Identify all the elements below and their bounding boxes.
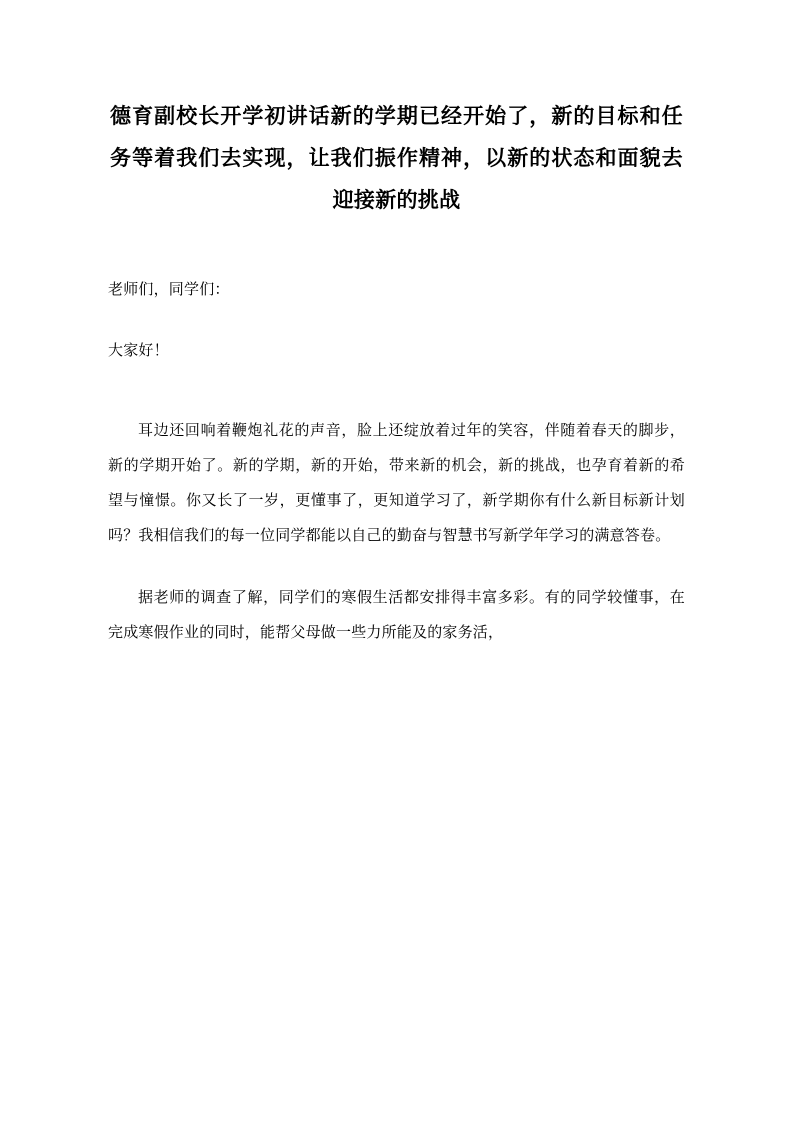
body-paragraph-1: 耳边还回响着鞭炮礼花的声音，脸上还绽放着过年的笑容，伴随着春天的脚步，新的学期开始了。新的学期，新的开始，带来新的机会，新的挑战，也孕育着新的希望与憧憬。你又长了一岁，更懂事了，更知道学习了，新学期你有什么新目标新计划吗？我相信我们的每一位同学都能以自己的勤奋与智慧书写新学年学习的满意答卷。 — [108, 421, 685, 545]
page-title: 德育副校长开学初讲话新的学期已经开始了，新的目标和任务等着我们去实现，让我们振作精神，以新的状态和面貌去迎接新的挑战 — [110, 105, 683, 212]
title-body-spacer — [108, 228, 685, 272]
greeting-line: 大家好！ — [108, 342, 169, 360]
greeting-spacer — [108, 369, 685, 413]
paragraph-gap-1 — [108, 554, 685, 580]
salutation-line: 老师们，同学们： — [108, 281, 230, 298]
salutation-spacer — [108, 307, 685, 333]
body-paragraph-2: 据老师的调查了解，同学们的寒假生活都安排得丰富多彩。有的同学较懂事，在完成寒假作业的同时，能帮父母做一些力所能及的家务活， — [108, 588, 685, 641]
